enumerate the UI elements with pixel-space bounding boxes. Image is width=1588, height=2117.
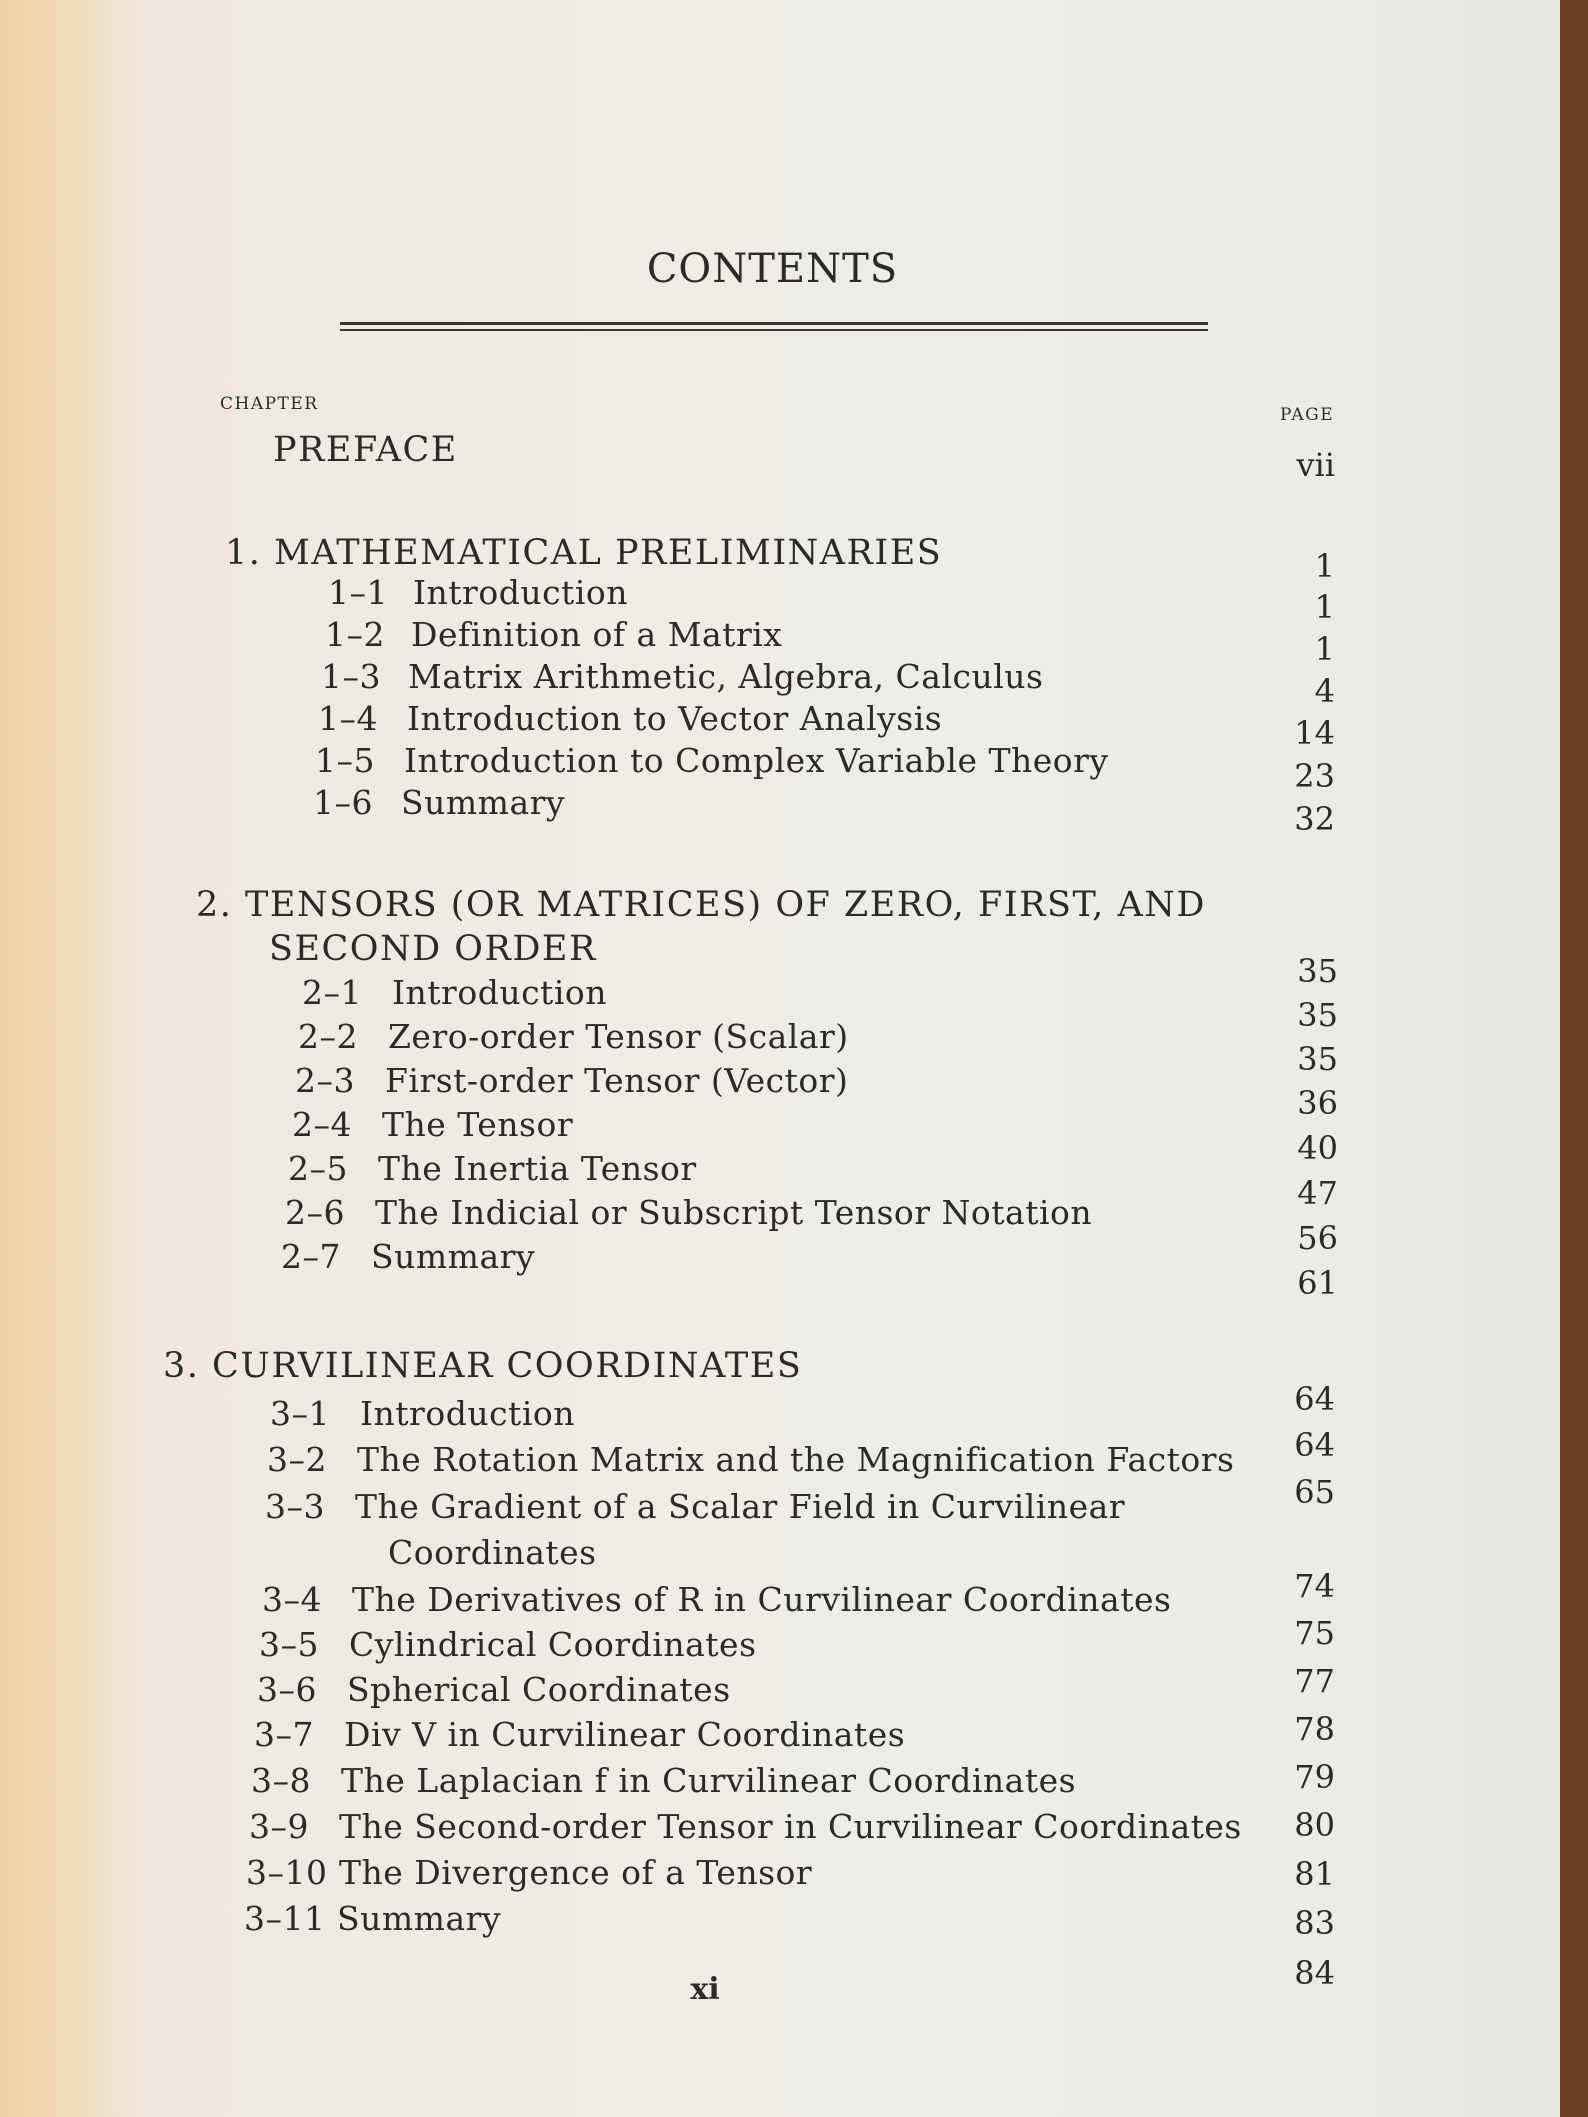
section-number: 3–3 — [265, 1487, 325, 1526]
section-page: 61 — [1297, 1264, 1338, 1302]
section-page: 4 — [1314, 672, 1335, 710]
section-title: Zero-order Tensor (Scalar) — [388, 1017, 849, 1056]
chapter-3-heading — [163, 1346, 802, 1386]
toc-entry — [321, 657, 1043, 696]
chapter-title: TENSORS (OR MATRICES) OF ZERO, FIRST, AND — [245, 885, 1206, 925]
section-title: Introduction — [360, 1394, 575, 1433]
section-number: 3–6 — [257, 1670, 317, 1709]
section-title: Introduction — [413, 573, 628, 612]
section-page: 65 — [1294, 1473, 1335, 1511]
section-number: 3–8 — [251, 1761, 311, 1800]
section-title: The Gradient of a Scalar Field in Curvilinear — [355, 1487, 1126, 1526]
section-number: 1–6 — [313, 783, 373, 822]
chapter-number: 3. — [163, 1346, 200, 1386]
preface-page: vii — [1296, 446, 1335, 484]
section-page: 1 — [1314, 588, 1335, 626]
section-number: 3–11 — [244, 1899, 326, 1938]
section-number: 1–4 — [318, 699, 378, 738]
toc-entry — [292, 1105, 573, 1144]
toc-entry — [254, 1715, 905, 1754]
section-title: Definition of a Matrix — [411, 615, 783, 654]
chapter-number: 2. — [196, 885, 233, 925]
page-folio: xi — [690, 1972, 720, 2007]
toc-entry — [251, 1761, 1076, 1800]
toc-entry — [249, 1807, 1242, 1846]
section-number: 3–4 — [262, 1580, 322, 1619]
section-number: 1–2 — [325, 615, 385, 654]
chapter-3-page: 64 — [1294, 1380, 1335, 1418]
section-page: 1 — [1314, 630, 1335, 668]
chapter-2-page: 35 — [1297, 952, 1338, 990]
toc-entry — [265, 1487, 1125, 1526]
section-page: 80 — [1294, 1806, 1335, 1844]
toc-entry — [295, 1061, 848, 1100]
chapter-title: MATHEMATICAL PRELIMINARIES — [274, 533, 943, 573]
section-number: 3–10 — [246, 1853, 328, 1892]
toc-entry — [262, 1580, 1171, 1619]
section-title: The Second-order Tensor in Curvilinear Coordinates — [339, 1807, 1242, 1846]
section-number: 3–9 — [249, 1807, 309, 1846]
toc-entry — [244, 1899, 501, 1938]
section-page: 32 — [1294, 800, 1335, 838]
section-title: Summary — [337, 1899, 502, 1938]
chapter-1-heading — [225, 533, 942, 573]
section-title: The Laplacian f in Curvilinear Coordinates — [341, 1761, 1077, 1800]
chapter-2-heading — [196, 885, 1206, 925]
section-page: 84 — [1294, 1954, 1335, 1992]
section-page: 79 — [1294, 1758, 1335, 1796]
page-column-label: PAGE — [1280, 405, 1335, 425]
toc-entry — [288, 1149, 697, 1188]
section-title: The Rotation Matrix and the Magnification Factors — [357, 1440, 1235, 1479]
section-number: 1–1 — [328, 573, 388, 612]
section-title: The Indicial or Subscript Tensor Notation — [375, 1193, 1093, 1232]
section-number: 3–7 — [254, 1715, 314, 1754]
section-title: Summary — [401, 783, 566, 822]
section-number: 1–3 — [321, 657, 381, 696]
section-number: 2–7 — [281, 1237, 341, 1276]
toc-entry — [318, 699, 942, 738]
section-title: Introduction — [392, 973, 607, 1012]
toc-entry — [328, 573, 628, 612]
section-page: 35 — [1297, 996, 1338, 1034]
section-page: 75 — [1294, 1614, 1335, 1652]
toc-entry — [298, 1017, 849, 1056]
section-title: Spherical Coordinates — [347, 1670, 731, 1709]
chapter-number: 1. — [225, 533, 262, 573]
section-title-continued: Coordinates — [388, 1533, 597, 1572]
section-page: 47 — [1297, 1174, 1338, 1212]
section-number: 2–5 — [288, 1149, 348, 1188]
toc-entry — [313, 783, 565, 822]
toc-entry — [257, 1670, 731, 1709]
toc-entry — [325, 615, 782, 654]
section-number: 1–5 — [315, 741, 375, 780]
toc-entry — [246, 1853, 812, 1892]
toc-entry — [267, 1440, 1235, 1479]
section-number: 2–4 — [292, 1105, 352, 1144]
section-title: Summary — [371, 1237, 536, 1276]
section-title: First-order Tensor (Vector) — [385, 1061, 849, 1100]
section-page: 14 — [1294, 714, 1335, 752]
toc-entry — [302, 973, 607, 1012]
title-double-rule — [340, 322, 1208, 334]
section-page: 81 — [1294, 1855, 1335, 1893]
section-title: Matrix Arithmetic, Algebra, Calculus — [408, 657, 1044, 696]
section-page: 36 — [1297, 1084, 1338, 1122]
section-page: 78 — [1294, 1710, 1335, 1748]
section-page: 23 — [1294, 757, 1335, 795]
toc-entry — [270, 1394, 575, 1433]
section-title: The Inertia Tensor — [378, 1149, 697, 1188]
section-title: The Divergence of a Tensor — [339, 1853, 813, 1892]
chapter-column-label: CHAPTER — [220, 394, 319, 414]
toc-entry — [281, 1237, 535, 1276]
chapter-2-title-continued: SECOND ORDER — [269, 929, 597, 969]
page-curve-shadow — [0, 0, 150, 2117]
section-page: 64 — [1294, 1426, 1335, 1464]
chapter-1-page: 1 — [1314, 547, 1335, 585]
chapter-title: CURVILINEAR COORDINATES — [212, 1346, 803, 1386]
section-page: 83 — [1294, 1904, 1335, 1942]
section-page: 77 — [1294, 1662, 1335, 1700]
section-page: 56 — [1297, 1219, 1338, 1257]
toc-entry — [315, 741, 1109, 780]
section-number: 2–6 — [285, 1193, 345, 1232]
section-title: Introduction to Complex Variable Theory — [404, 741, 1109, 780]
section-number: 3–2 — [267, 1440, 327, 1479]
section-page: 74 — [1294, 1567, 1335, 1605]
section-title: The Tensor — [382, 1105, 574, 1144]
preface-title: PREFACE — [273, 430, 458, 470]
toc-entry — [259, 1625, 757, 1664]
section-number: 3–5 — [259, 1625, 319, 1664]
toc-entry — [285, 1193, 1092, 1232]
section-number: 2–2 — [298, 1017, 358, 1056]
section-title: Div V in Curvilinear Coordinates — [344, 1715, 906, 1754]
contents-title: CONTENTS — [646, 246, 899, 292]
section-number: 2–3 — [295, 1061, 355, 1100]
section-title: The Derivatives of R in Curvilinear Coordinates — [352, 1580, 1172, 1619]
section-page: 35 — [1297, 1040, 1338, 1078]
section-title: Cylindrical Coordinates — [349, 1625, 757, 1664]
section-page: 40 — [1297, 1129, 1338, 1167]
section-title: Introduction to Vector Analysis — [407, 699, 943, 738]
section-number: 2–1 — [302, 973, 362, 1012]
section-number: 3–1 — [270, 1394, 330, 1433]
